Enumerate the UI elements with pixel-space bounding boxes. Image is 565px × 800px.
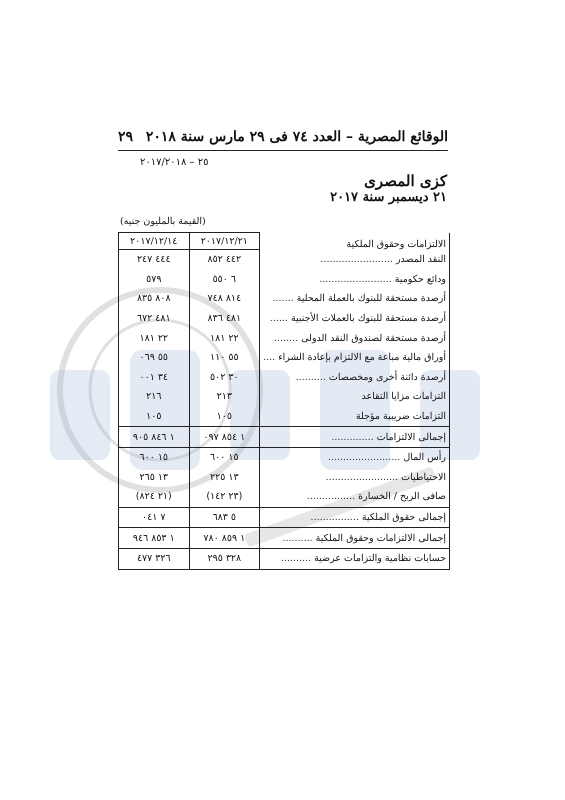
value-date-1: ١٠٥ <box>189 407 260 427</box>
value-date-2: ١ ٨٥٣ ٩٤٦ <box>119 528 190 549</box>
value-date-1: ٨١٤ ٧٤٨ <box>189 289 260 309</box>
row-label: إجمالى حقوق الملكية <box>361 512 446 524</box>
row-label: رأس المال <box>403 452 446 464</box>
leader-dots: ........................ <box>325 471 399 483</box>
row-label: صافى الربح / الخسارة <box>358 491 446 503</box>
value-date-2: ١٥ ٦٠٠ <box>119 447 190 467</box>
value-date-1: ١٣ ٢٢٥ <box>189 468 260 488</box>
row-label-cell <box>260 270 450 290</box>
leader-dots: .............. <box>331 431 374 443</box>
row-label: النقد المصدر <box>395 254 446 266</box>
table-row <box>119 528 450 549</box>
row-label: الاحتياطيات <box>401 471 446 483</box>
row-label: أرصدة مستحقة للبنوك بالعملات الأجنبية <box>290 313 446 325</box>
row-label-cell <box>260 528 450 549</box>
value-date-2: ١٣ ٢٦٥ <box>119 468 190 488</box>
value-date-1: ١ ٨٥٤ ٠٩٧ <box>189 427 260 448</box>
table-row <box>119 548 450 569</box>
table-row <box>119 250 450 270</box>
row-label: حسابات نظامية والتزامات عرضية <box>314 553 446 565</box>
leader-dots: ........ <box>273 332 299 344</box>
page-header <box>118 127 448 151</box>
value-date-1: ٣٢٨ ٢٩٥ <box>189 548 260 569</box>
row-label-cell <box>260 309 450 329</box>
table-header-row <box>119 233 450 250</box>
value-date-2: ١ ٨٤٦ ٩٠٥ <box>119 427 190 448</box>
row-label: التزامات مزايا التقاعد <box>361 391 446 403</box>
table-row <box>119 387 450 407</box>
value-date-2: ٤٨١ ٦٧٢ <box>119 309 190 329</box>
leader-dots: .... <box>263 352 276 364</box>
leader-dots: .......... <box>295 371 326 383</box>
value-date-1: ٥٥ ١١٠ <box>189 348 260 368</box>
value-date-1: ٢٢ ١٨١ <box>189 328 260 348</box>
leader-dots: ................ <box>306 491 356 503</box>
table-row <box>119 309 450 329</box>
leader-dots: ...... <box>269 313 288 325</box>
value-date-2: ٤٤٤ ٢٤٧ <box>119 250 190 270</box>
value-date-1: ٤٤٢ ٨٥٢ <box>189 250 260 270</box>
row-label-cell <box>260 328 450 348</box>
value-date-2: ٥٥ ٠٦٩ <box>119 348 190 368</box>
leader-dots: .......... <box>282 532 313 544</box>
reference-number: ٢٥ – ٢٠١٧/٢٠١٨ <box>140 157 209 168</box>
table-row <box>119 407 450 427</box>
page-number: ٢٩ <box>118 129 134 145</box>
value-date-1: ٦ ٥٥٠ <box>189 270 260 290</box>
value-date-2: ٧ ٠٤١ <box>119 507 190 528</box>
row-label-cell <box>260 487 450 507</box>
column-header-date-1: ٢٠١٧/١٢/٢١ <box>189 233 260 250</box>
unit-note: (القيمة بالمليون جنيه) <box>120 216 206 227</box>
leader-dots: ................ <box>310 512 359 524</box>
row-label: إجمالى الالتزامات <box>376 431 446 443</box>
row-label-cell <box>260 368 450 388</box>
section-heading: الالتزامات وحقوق الملكية <box>260 233 450 250</box>
value-date-2: ١٠٥ <box>119 407 190 427</box>
row-label-cell <box>260 507 450 528</box>
table-body <box>119 250 450 570</box>
leader-dots: ....... <box>272 293 294 305</box>
gazette-title: الوقائع المصرية – العدد ٧٤ فى ٢٩ مارس سنة ٢٠١٨ <box>145 129 448 145</box>
value-date-1: ٢١٣ <box>189 387 260 407</box>
column-header-date-2: ٢٠١٧/١٢/١٤ <box>119 233 190 250</box>
row-label-cell <box>260 427 450 448</box>
row-label-cell <box>260 548 450 569</box>
table-row <box>119 328 450 348</box>
row-label: أرصدة مستحقة للبنوك بالعملة المحلية <box>296 293 446 305</box>
row-label-cell <box>260 387 450 407</box>
table-row <box>119 289 450 309</box>
value-date-1: ٣٠ ٥٠٢ <box>189 368 260 388</box>
value-date-2: (٢١ ٨٢٤) <box>119 487 190 507</box>
leader-dots: ........................ <box>327 452 401 464</box>
table-row <box>119 487 450 507</box>
row-label: إجمالى الالتزامات وحقوق الملكية <box>315 532 446 544</box>
value-date-2: ٢١٦ <box>119 387 190 407</box>
value-date-2: ٢٢ ١٨١ <box>119 328 190 348</box>
row-label-cell <box>260 289 450 309</box>
balance-sheet-table <box>118 232 450 570</box>
value-date-1: ٥ ٦٨٣ <box>189 507 260 528</box>
leader-dots: .......... <box>280 553 312 565</box>
row-label-cell <box>260 407 450 427</box>
table-row <box>119 270 450 290</box>
value-date-1: ١٥ ٦٠٠ <box>189 447 260 467</box>
bank-title: كزى المصرى <box>364 172 447 190</box>
value-date-2: ٣٤ ٠٠١ <box>119 368 190 388</box>
row-label: أوراق مالية مباعة مع الالتزام بإعادة الشراء <box>278 352 446 364</box>
table-row <box>119 368 450 388</box>
row-label-cell <box>260 468 450 488</box>
row-label: أرصدة مستحقة لصندوق النقد الدولى <box>301 332 446 344</box>
table-row <box>119 348 450 368</box>
leader-dots: ........................ <box>319 273 392 285</box>
table-row <box>119 507 450 528</box>
table-row <box>119 468 450 488</box>
row-label: ودائع حكومية <box>394 273 446 285</box>
value-date-2: ٨٠٨ ٨٣٥ <box>119 289 190 309</box>
leader-dots: ........................ <box>320 254 393 266</box>
statement-date: ٢١ ديسمبر سنة ٢٠١٧ <box>330 190 447 205</box>
value-date-2: ٥٧٩ <box>119 270 190 290</box>
row-label-cell <box>260 447 450 467</box>
row-label-cell <box>260 348 450 368</box>
table-row <box>119 447 450 467</box>
value-date-1: ١ ٨٥٩ ٧٨٠ <box>189 528 260 549</box>
row-label: أرصدة دائنة أخرى ومخصصات <box>328 371 446 383</box>
header-rule <box>118 150 448 151</box>
table-row <box>119 427 450 448</box>
value-date-1: ٤٨١ ٨٣٦ <box>189 309 260 329</box>
row-label-cell <box>260 250 450 270</box>
value-date-1: (٢٣ ١٤٢) <box>189 487 260 507</box>
value-date-2: ٣٢٦ ٤٧٧ <box>119 548 190 569</box>
row-label: التزامات ضريبية مؤجلة <box>355 411 446 423</box>
